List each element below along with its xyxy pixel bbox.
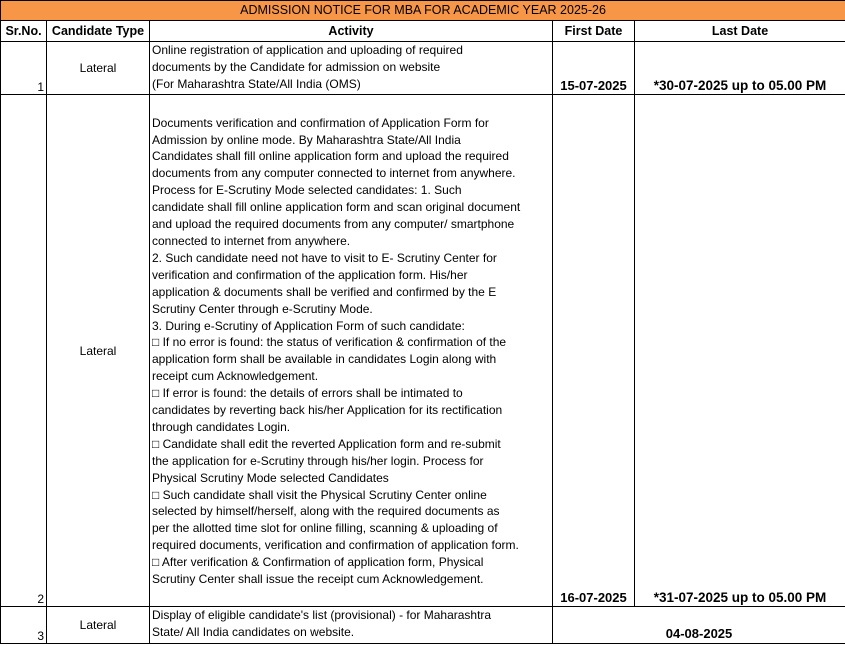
header-candidate-type: Candidate Type [47, 21, 150, 42]
table-row [1, 42, 845, 95]
row-date: 04-08-2025 [553, 607, 845, 644]
notice-title: ADMISSION NOTICE FOR MBA FOR ACADEMIC YEAR 2025-26 [1, 1, 845, 21]
table-row [1, 607, 845, 644]
header-sr-no: Sr.No. [1, 21, 47, 42]
row-activity: Documents verification and confirmation of Application Form for Admission by online mode. By Maharashtra State/All India Candidates shall fill online application form and upload the required documents from any computer connected to internet from anywhere. Process for E-Scrutiny Mode selected candidates: 1. Such candidate shall fill online application form and scan original document and upload the required documents from any computer/ smartphone connected to internet from anywhere. 2. Such candidate need not have to visit to E- Scrutiny Center for verification and confirmation of the application form. His/her application & documents shall be verified and confirmed by the E Scrutiny Center through e-Scrutiny Mode. 3. During e-Scrutiny of Application Form of such candidate: □ If no error is found: the status of verification & confirmation of the application form shall be available in candidates Login along with receipt cum Acknowledgement. □ If error is found: the details of errors shall be intimated to candidates by reverting back his/her Application for its rectification through candidates Login. □ Candidate shall edit the reverted Application form and re-submit the application for e-Scrutiny through his/her login. Process for Physical Scrutiny Mode selected Candidates □ Such candidate shall visit the Physical Scrutiny Center online selected by himself/herself, along with the required documents as per the allotted time slot for online filling, scanning & uploading of required documents, verification and confirmation of application form. □ After verification & Confirmation of application form, Physical Scrutiny Center shall issue the receipt cum Acknowledgement. [150, 95, 553, 607]
row-last-date: *31-07-2025 up to 05.00 PM [635, 95, 845, 607]
table-row [1, 95, 845, 607]
row-first-date: 15-07-2025 [553, 42, 635, 95]
row-candidate-type: Lateral [47, 42, 150, 95]
row-first-date: 16-07-2025 [553, 95, 635, 607]
header-first-date: First Date [553, 21, 635, 42]
row-last-date: *30-07-2025 up to 05.00 PM [635, 42, 845, 95]
row-activity: Display of eligible candidate's list (provisional) - for Maharashtra State/ All India candidates on website. [150, 607, 553, 644]
header-activity: Activity [150, 21, 553, 42]
row-sr-no: 1 [1, 42, 47, 95]
header-last-date: Last Date [635, 21, 845, 42]
row-sr-no: 3 [1, 607, 47, 644]
row-candidate-type: Lateral [47, 95, 150, 607]
row-sr-no: 2 [1, 95, 47, 607]
row-activity: Online registration of application and uploading of required documents by the Candidate for admission on website (For Maharashtra State/All India (OMS) [150, 42, 553, 95]
row-candidate-type: Lateral [47, 607, 150, 644]
